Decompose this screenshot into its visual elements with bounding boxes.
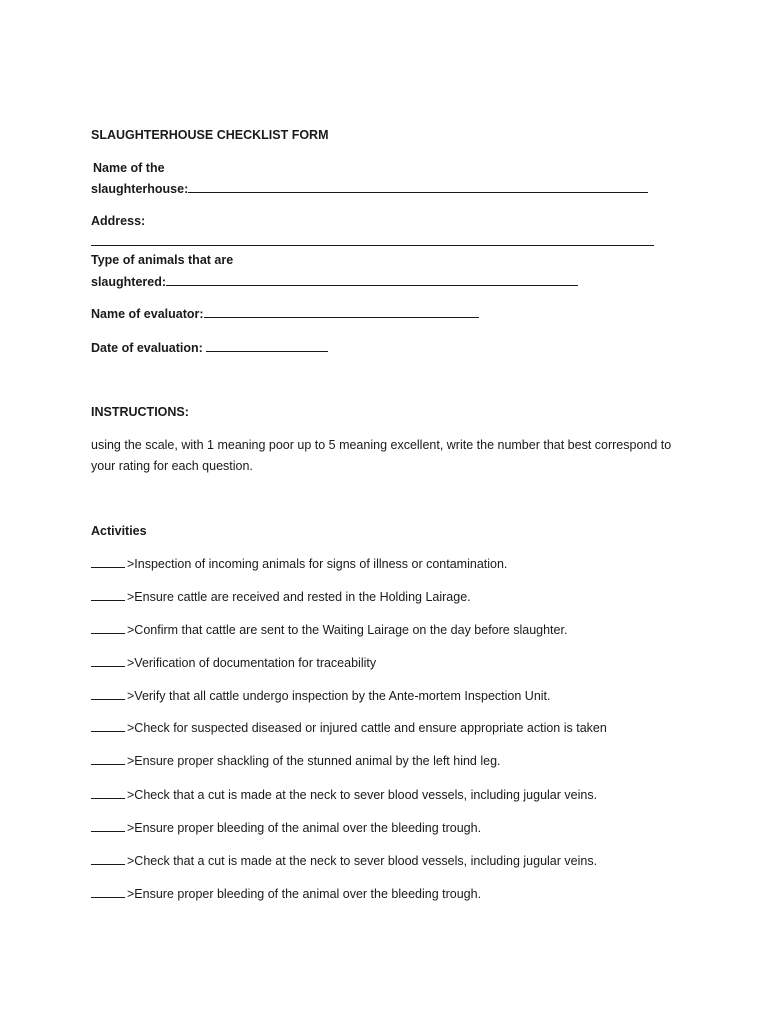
animal-type-input[interactable]	[166, 274, 578, 286]
address-input[interactable]	[91, 234, 654, 246]
activity-item: >Verify that all cattle undergo inspection by the Ante-mortem Inspection Unit.	[91, 688, 551, 703]
activity-item: >Ensure cattle are received and rested in the Holding Lairage.	[91, 589, 471, 604]
evaluator-field-row	[91, 306, 479, 321]
rating-blank-input[interactable]	[91, 820, 125, 832]
activity-item: >Check for suspected diseased or injured cattle and ensure appropriate action is taken	[91, 720, 607, 735]
slaughterhouse-name-input[interactable]	[188, 181, 648, 193]
date-label: Date of evaluation:	[91, 341, 203, 355]
activity-item: >Ensure proper bleeding of the animal over the bleeding trough.	[91, 820, 481, 835]
rating-blank-input[interactable]	[91, 853, 125, 865]
address-field-row	[91, 234, 654, 249]
activity-item: >Ensure proper bleeding of the animal over the bleeding trough.	[91, 886, 481, 901]
instructions-heading: INSTRUCTIONS:	[91, 405, 189, 419]
activity-item: >Inspection of incoming animals for signs of illness or contamination.	[91, 556, 507, 571]
rating-blank-input[interactable]	[91, 787, 125, 799]
rating-blank-input[interactable]	[91, 655, 125, 667]
rating-blank-input[interactable]	[91, 622, 125, 634]
rating-blank-input[interactable]	[91, 589, 125, 601]
evaluation-date-input[interactable]	[206, 340, 328, 352]
animals-field-row	[91, 274, 578, 289]
activity-item: >Verification of documentation for traceability	[91, 655, 376, 670]
form-title: SLAUGHTERHOUSE CHECKLIST FORM	[91, 128, 329, 142]
evaluator-label: Name of evaluator:	[91, 307, 204, 321]
rating-blank-input[interactable]	[91, 556, 125, 568]
activity-item: >Ensure proper shackling of the stunned animal by the left hind leg.	[91, 753, 501, 768]
instructions-text: using the scale, with 1 meaning poor up to 5 meaning excellent, write the number that best correspond to your rating for each question.	[91, 438, 672, 473]
rating-blank-input[interactable]	[91, 753, 125, 765]
activity-item: >Check that a cut is made at the neck to sever blood vessels, including jugular veins.	[91, 853, 597, 868]
name-label-line1: Name of the	[93, 161, 165, 175]
date-field-row	[91, 340, 328, 355]
activities-heading: Activities	[91, 524, 147, 538]
rating-blank-input[interactable]	[91, 688, 125, 700]
name-field-row	[91, 181, 648, 196]
rating-blank-input[interactable]	[91, 886, 125, 898]
evaluator-name-input[interactable]	[204, 306, 479, 318]
name-label-line2: slaughterhouse:	[91, 182, 189, 196]
address-label: Address:	[91, 214, 146, 228]
animals-label-line2: slaughtered:	[91, 275, 167, 289]
activity-item: >Confirm that cattle are sent to the Waiting Lairage on the day before slaughter.	[91, 622, 567, 637]
rating-blank-input[interactable]	[91, 720, 125, 732]
activity-item: >Check that a cut is made at the neck to sever blood vessels, including jugular veins.	[91, 787, 597, 802]
animals-label-line1: Type of animals that are	[91, 253, 234, 267]
